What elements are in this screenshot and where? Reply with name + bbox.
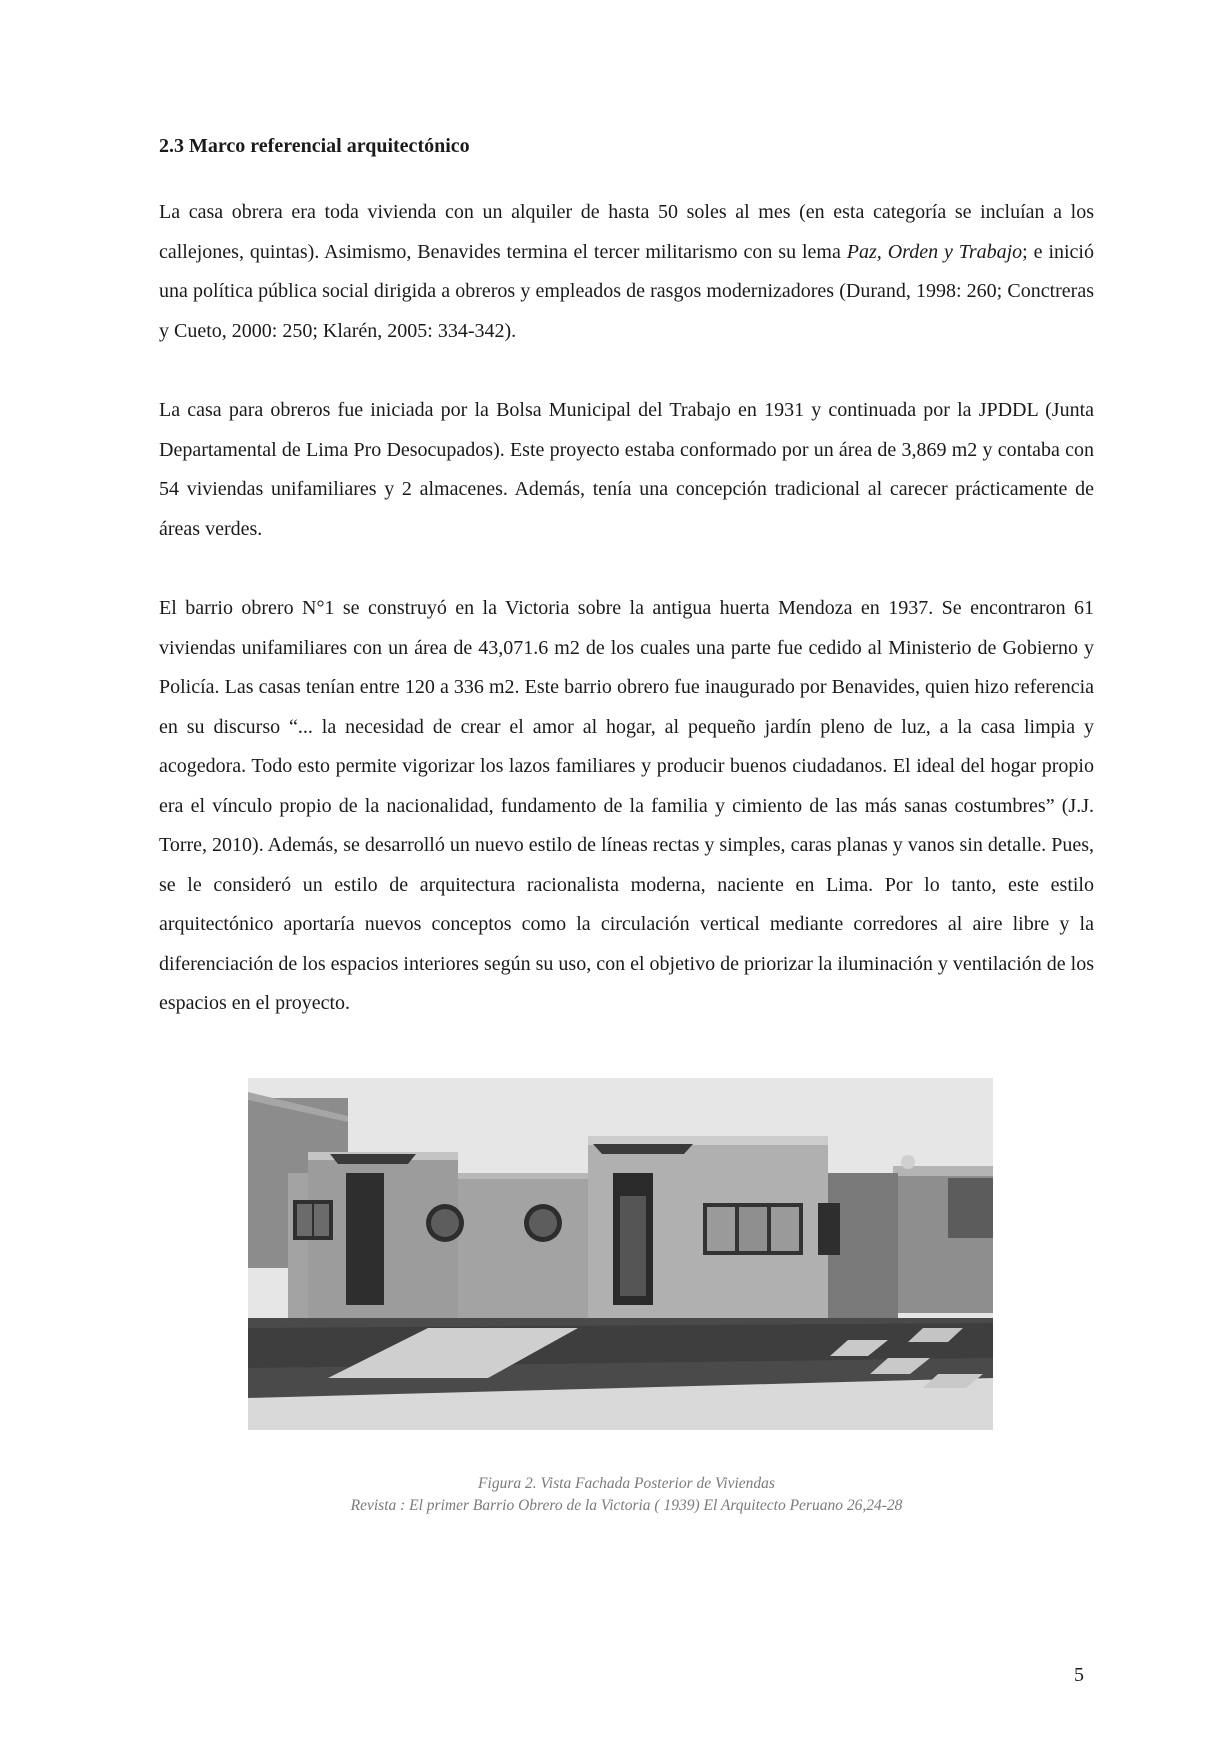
paragraph-2: La casa para obreros fue iniciada por la Bolsa Municipal del Trabajo en 1931 y continuada por la JPDDL (Junta Departamental de Lima Pro Desocupados). Este proyecto estaba conformado por un área de 3,869 m2 y contaba con 54 viviendas unifamiliares y 2 almacenes. Además, tenía una concepción tradicional al carecer prácticamente de áreas verdes. — [159, 399, 1094, 540]
section-heading: 2.3 Marco referencial arquitectónico — [159, 135, 470, 157]
paragraph-1-text-a: La casa obrera era toda vivienda con un alquiler de hasta 50 soles al mes (en esta categoría se incluían a los callejones, quintas). Asimismo, Benavides termina el tercer militarismo con su lema — [159, 201, 1094, 263]
paragraph-3: El barrio obrero N°1 se construyó en la Victoria sobre la antigua huerta Mendoza en 1937. Se encontraron 61 viviendas unifamiliares con un área de 43,071.6 m2 de los cuales una parte fue cedido al Ministerio de Gobierno y Policía. Las casas tenían entre 120 a 336 m2. Este barrio obrero fue inaugurado por Benavides, quien hizo referencia en su discurso “... la necesidad de crear el amor al hogar, al pequeño jardín pleno de luz, a la casa limpia y acogedora. Todo esto permite vigorizar los lazos familiares y producir buenos ciudadanos. El ideal del hogar propio era el vínculo propio de la nacionalidad, fundamento de la familia y cimiento de las más sanas costumbres” (J.J. Torre, 2010). Además, se desarrolló un nuevo estilo de líneas rectas y simples, caras planas y vanos sin detalle. Pues, se le consideró un estilo de arquitectura racionalista moderna, naciente en Lima. Por lo tanto, este estilo arquitectónico aportaría nuevos conceptos como la circulación vertical mediante corredores al aire libre y la diferenciación de los espacios interiores según su uso, con el objetivo de priorizar la iluminación y ventilación de los espacios en el proyecto. — [159, 597, 1094, 1014]
house-photo-illustration — [248, 1078, 993, 1430]
page-number: 5 — [1074, 1664, 1084, 1686]
figure-caption-source: Revista : El primer Barrio Obrero de la Victoria ( 1939) El Arquitecto Peruano 26,24-28 — [350, 1497, 903, 1514]
paragraph-1-motto: Paz, Orden y Trabajo — [846, 240, 1023, 263]
figure-caption-title: Figura 2. Vista Fachada Posterior de Viviendas — [478, 1475, 775, 1492]
paragraph-1 — [159, 193, 1094, 351]
figure-photo-houses — [248, 1078, 993, 1430]
paragraph-1-text-b: ; e inició una política pública social dirigida a obreros y empleados de rasgos modernizadores (Durand, 1998: 260; Conctreras y Cueto, 2000: 250; Klarén, 2005: 334-342). — [159, 240, 1094, 342]
figure-caption — [159, 1473, 1094, 1517]
